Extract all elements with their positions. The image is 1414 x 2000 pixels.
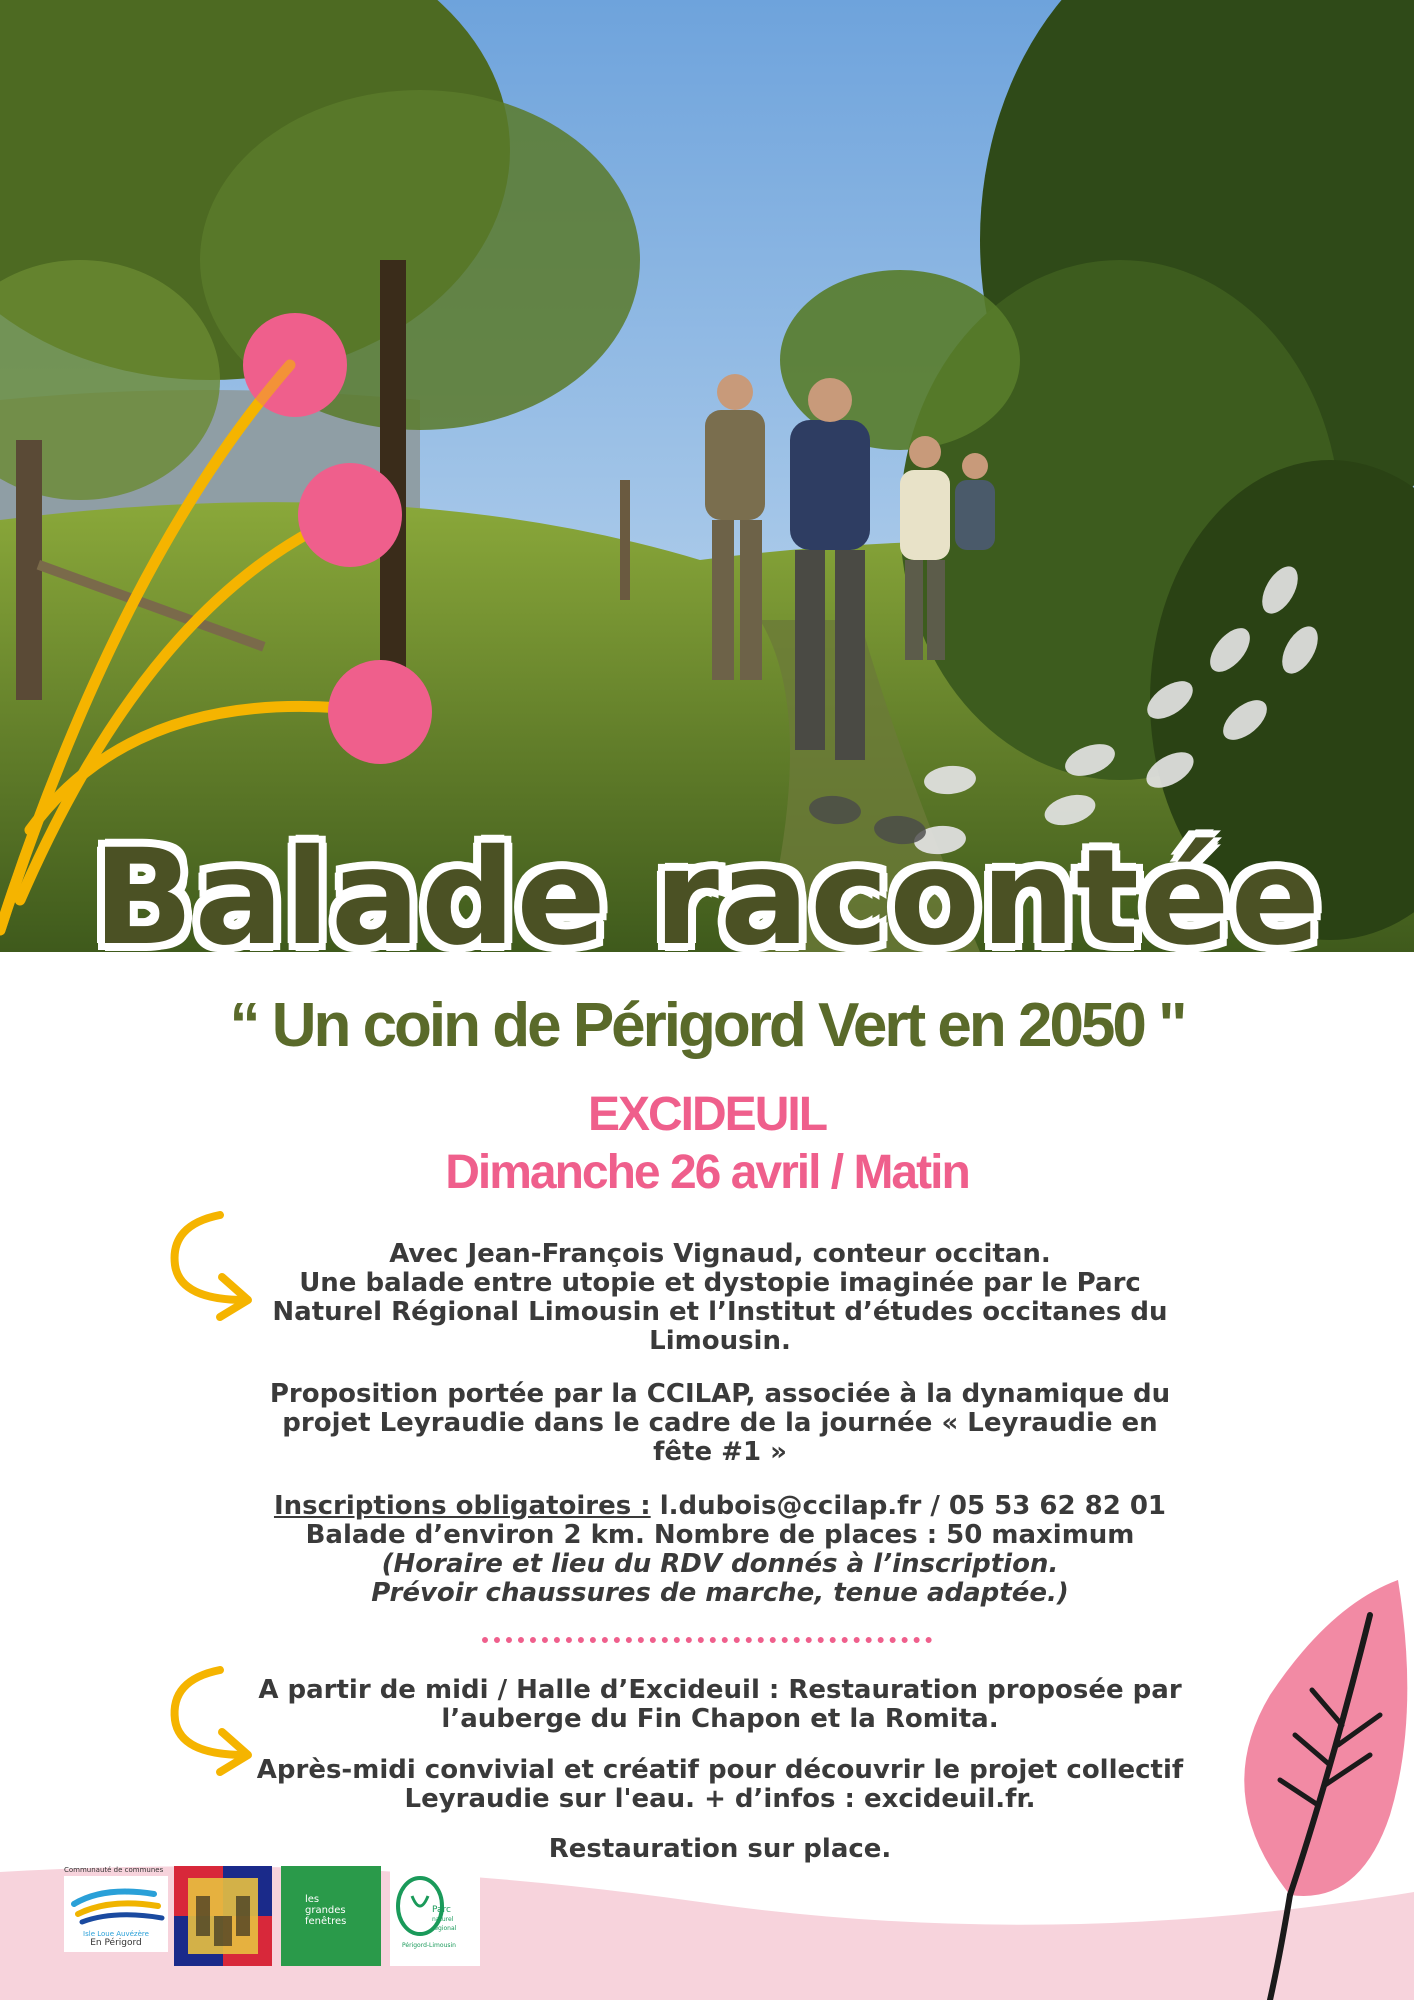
registration-contact[interactable]: l.dubois@ccilap.fr / 05 53 62 82 01 xyxy=(650,1491,1167,1521)
registration-note: Prévoir chaussures de marche, tenue adaptée.) xyxy=(371,1578,1069,1608)
registration-block xyxy=(255,1492,1185,1608)
registration-details: Balade d’environ 2 km. Nombre de places : 50 maximum xyxy=(305,1520,1135,1550)
coat-of-arms-icon xyxy=(174,1866,272,1966)
logo-les-grandes-fenetres: les grandes fenêtres xyxy=(281,1866,381,1966)
food-text xyxy=(255,1835,1185,1864)
leaf-decoration-icon xyxy=(1230,1575,1414,2000)
proposal-text xyxy=(255,1380,1185,1467)
intro-text xyxy=(255,1240,1185,1356)
curved-arrow-icon xyxy=(160,1205,260,1335)
event-info xyxy=(0,1086,1414,1202)
lunch-text xyxy=(255,1676,1185,1734)
logo-parc-perigord-limousin: Parc naturel régional Périgord-Limousin xyxy=(390,1866,480,1966)
activity-text xyxy=(255,1756,1185,1814)
intro-line: Une balade entre utopie et dystopie imaginée par le Parc Naturel Régional Limousin et l’Institut d’études occitanes du Limousin. xyxy=(272,1268,1168,1356)
event-location: EXCIDEUIL xyxy=(587,1088,827,1141)
registration-note: (Horaire et lieu du RDV donnés à l’inscription. xyxy=(381,1549,1059,1579)
dotted-divider xyxy=(482,1637,932,1643)
curved-arrow-icon xyxy=(160,1660,260,1790)
page-subtitle: “ Un coin de Périgord Vert en 2050 " xyxy=(229,991,1185,1060)
event-date: Dimanche 26 avril / Matin xyxy=(445,1146,969,1199)
lunch-paragraph: A partir de midi / Halle d’Excideuil : Restauration proposée par l’auberge du Fin Chapon et la Romita. xyxy=(258,1675,1182,1734)
food-paragraph: Restauration sur place. xyxy=(548,1834,892,1864)
registration-label: Inscriptions obligatoires : xyxy=(273,1491,651,1521)
activity-paragraph: Après-midi convivial et créatif pour découvrir le projet collectif Leyraudie sur l'eau. + d’infos : excideuil.fr. xyxy=(256,1755,1184,1814)
logo-excideuil-coat-of-arms xyxy=(174,1866,272,1966)
registration-line xyxy=(255,1492,1185,1521)
hero-photo xyxy=(0,0,1414,952)
proposal-paragraph: Proposition portée par la CCILAP, associée à la dynamique du projet Leyraudie dans le cadre de la journée « Leyraudie en fête #1 » xyxy=(269,1379,1171,1467)
page-title: Balade racontée xyxy=(92,821,1322,975)
intro-line: Avec Jean-François Vignaud, conteur occitan. xyxy=(389,1239,1051,1269)
river-waves-icon xyxy=(64,1876,168,1926)
logo-isle-loue-auvezere: Communauté de communes Isle Loue Auvézère En Périgord xyxy=(64,1866,168,1966)
